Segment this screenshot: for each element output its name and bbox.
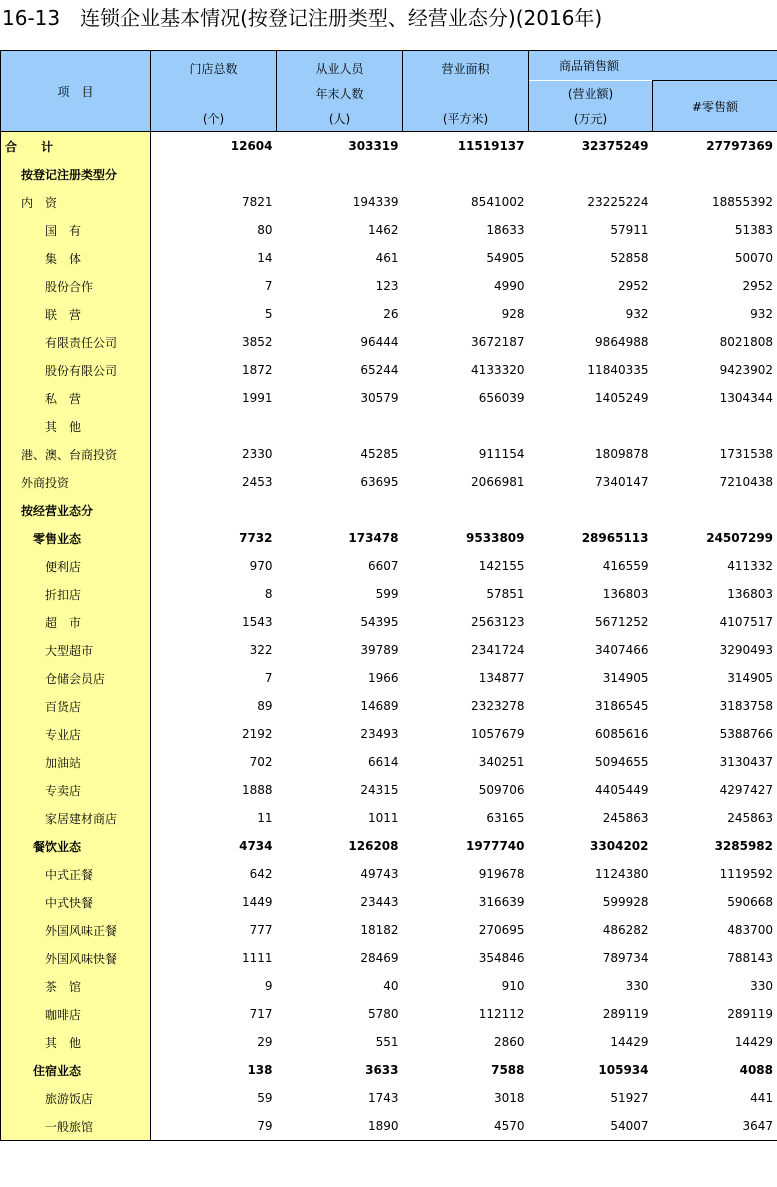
- row-value: [151, 496, 277, 524]
- row-value: 777: [249, 923, 273, 937]
- row-value: 928: [501, 307, 525, 321]
- row-value: 590668: [653, 888, 777, 916]
- row-value: 1011: [367, 811, 399, 825]
- row-value: 51383: [653, 216, 777, 244]
- row-value: 23493: [360, 727, 399, 741]
- table-row: [1, 720, 777, 748]
- row-label: 住宿业态: [1, 1056, 151, 1084]
- row-value: 51927: [610, 1091, 649, 1105]
- row-value: 7732: [239, 531, 273, 545]
- row-value: 142155: [478, 559, 525, 573]
- row-value: 340251: [478, 755, 525, 769]
- row-value: 3130437: [653, 748, 777, 776]
- row-value: [529, 412, 653, 440]
- row-label: 旅游饭店: [1, 1084, 151, 1112]
- row-value: 65244: [360, 363, 399, 377]
- row-label: 集 体: [1, 244, 151, 272]
- row-value: 7210438: [653, 468, 777, 496]
- row-value: 2952: [653, 272, 777, 300]
- table-row: [1, 692, 777, 720]
- row-value: 29: [257, 1035, 273, 1049]
- table-row: [1, 1056, 777, 1084]
- row-value: 4990: [493, 279, 525, 293]
- table-row: [1, 300, 777, 328]
- row-value: 932: [653, 300, 777, 328]
- row-value: 12604: [151, 132, 277, 161]
- row-value: 24507299: [653, 524, 777, 552]
- table-row: [1, 860, 777, 888]
- row-value: 1449: [241, 895, 273, 909]
- row-value: 6607: [367, 559, 399, 573]
- table-row: [1, 636, 777, 664]
- row-value: 2066981: [471, 475, 525, 489]
- table-row: [1, 916, 777, 944]
- row-value: 50070: [653, 244, 777, 272]
- row-value: 3183758: [653, 692, 777, 720]
- row-value: 322: [249, 643, 273, 657]
- row-label: 超 市: [1, 608, 151, 636]
- row-value: 54007: [529, 1112, 653, 1141]
- table-row: [1, 496, 777, 524]
- row-value: 18855392: [653, 188, 777, 216]
- header-sales-label: 商品销售额: [559, 59, 620, 73]
- row-value: 105934: [598, 1063, 649, 1077]
- row-value: 9864988: [595, 335, 649, 349]
- row-value: 1977740: [466, 839, 525, 853]
- table-row: [1, 832, 777, 860]
- row-value: 2323278: [471, 699, 525, 713]
- row-value: 4088: [653, 1056, 777, 1084]
- row-value: 441: [653, 1084, 777, 1112]
- row-value: 3672187: [471, 335, 525, 349]
- row-value: 1119592: [653, 860, 777, 888]
- row-label: 中式正餐: [1, 860, 151, 888]
- row-label: 国 有: [1, 216, 151, 244]
- row-value: 1743: [367, 1091, 399, 1105]
- row-value: 32375249: [529, 132, 653, 161]
- table-row: [1, 356, 777, 384]
- row-value: 3633: [365, 1063, 399, 1077]
- row-value: [529, 160, 653, 188]
- row-value: [151, 160, 277, 188]
- table-row: [1, 216, 777, 244]
- table-row: [1, 412, 777, 440]
- table-row: [1, 608, 777, 636]
- row-value: 8: [264, 587, 273, 601]
- header-area: [403, 51, 529, 132]
- header-sales-sub-label: (营业额): [567, 86, 614, 101]
- row-label: 其 他: [1, 412, 151, 440]
- row-value: [653, 412, 777, 440]
- row-value: 1731538: [653, 440, 777, 468]
- row-value: 3290493: [653, 636, 777, 664]
- header-area-unit: (平方米): [442, 112, 489, 126]
- row-value: 270695: [478, 923, 525, 937]
- row-value: 52858: [610, 251, 649, 265]
- row-value: 136803: [602, 587, 649, 601]
- row-value: 1543: [241, 615, 273, 629]
- row-value: 6614: [367, 755, 399, 769]
- row-value: 702: [249, 755, 273, 769]
- table-row: [1, 1084, 777, 1112]
- table-row: [1, 944, 777, 972]
- page-title: 16-13 连锁企业基本情况(按登记注册类型、经营业态分)(2016年): [2, 6, 603, 30]
- row-label: 外商投资: [1, 468, 151, 496]
- row-value: 314905: [653, 664, 777, 692]
- row-value: 3018: [493, 1091, 525, 1105]
- row-label: 仓储会员店: [1, 664, 151, 692]
- row-value: [653, 160, 777, 188]
- table-row: [1, 244, 777, 272]
- row-value: 9423902: [653, 356, 777, 384]
- row-value: 330: [625, 979, 649, 993]
- table-row: [1, 440, 777, 468]
- row-value: [151, 412, 277, 440]
- row-value: 18633: [486, 223, 525, 237]
- row-value: 126208: [348, 839, 399, 853]
- row-label: 私 营: [1, 384, 151, 412]
- row-label: 专业店: [1, 720, 151, 748]
- row-label: 零售业态: [1, 524, 151, 552]
- row-value: 483700: [653, 916, 777, 944]
- row-value: 9533809: [466, 531, 525, 545]
- row-value: 3407466: [595, 643, 649, 657]
- row-label: 港、澳、台商投资: [1, 440, 151, 468]
- row-value: 789734: [602, 951, 649, 965]
- row-value: 5671252: [595, 615, 649, 629]
- row-value: 509706: [478, 783, 525, 797]
- row-value: 57911: [610, 223, 649, 237]
- row-value: 1111: [241, 951, 273, 965]
- row-value: 23443: [360, 895, 399, 909]
- row-value: 24315: [360, 783, 399, 797]
- row-value: 11840335: [587, 363, 649, 377]
- header-stores: [151, 51, 277, 132]
- row-value: 7821: [241, 195, 273, 209]
- row-value: 11: [257, 811, 273, 825]
- row-value: 1124380: [595, 867, 649, 881]
- row-label: 家居建材商店: [1, 804, 151, 832]
- row-value: 1890: [277, 1112, 403, 1141]
- header-sales-sub: [529, 81, 653, 132]
- row-value: 599928: [602, 895, 649, 909]
- row-value: 14: [257, 251, 273, 265]
- row-label: 茶 馆: [1, 972, 151, 1000]
- table-row: [1, 1000, 777, 1028]
- table-row: [1, 776, 777, 804]
- row-value: [403, 412, 529, 440]
- header-staff: [277, 51, 403, 132]
- row-value: 4107517: [653, 608, 777, 636]
- row-value: 79: [151, 1112, 277, 1141]
- row-value: [277, 160, 403, 188]
- row-value: 1872: [241, 363, 273, 377]
- row-value: 3304202: [590, 839, 649, 853]
- row-value: 245863: [602, 811, 649, 825]
- table-row: [1, 132, 777, 161]
- row-label: 折扣店: [1, 580, 151, 608]
- row-label: 股份合作: [1, 272, 151, 300]
- header-stores-unit: (个): [202, 112, 225, 126]
- row-label: 联 营: [1, 300, 151, 328]
- row-label: 咖啡店: [1, 1000, 151, 1028]
- row-value: 303319: [277, 132, 403, 161]
- row-value: 1057679: [471, 727, 525, 741]
- row-value: 3852: [241, 335, 273, 349]
- row-value: 80: [257, 223, 273, 237]
- row-value: 2860: [493, 1035, 525, 1049]
- row-value: 5094655: [595, 755, 649, 769]
- table-row: [1, 552, 777, 580]
- row-value: 599: [375, 587, 399, 601]
- table-row: [1, 804, 777, 832]
- row-value: 1991: [241, 391, 273, 405]
- row-value: 49743: [360, 867, 399, 881]
- row-value: 3285982: [653, 832, 777, 860]
- row-value: 123: [375, 279, 399, 293]
- row-value: 316639: [478, 895, 525, 909]
- row-label: 有限责任公司: [1, 328, 151, 356]
- row-value: 4570: [403, 1112, 529, 1141]
- row-value: 245863: [653, 804, 777, 832]
- row-value: [529, 496, 653, 524]
- table-row: [1, 664, 777, 692]
- row-label: 中式快餐: [1, 888, 151, 916]
- row-value: 910: [501, 979, 525, 993]
- row-value: 4734: [239, 839, 273, 853]
- row-label: 大型超市: [1, 636, 151, 664]
- row-value: 656039: [478, 391, 525, 405]
- row-label: 其 他: [1, 1028, 151, 1056]
- row-value: 134877: [478, 671, 525, 685]
- table-row: [1, 888, 777, 916]
- row-value: 173478: [348, 531, 399, 545]
- row-value: 289119: [602, 1007, 649, 1021]
- row-label: 按登记注册类型分: [1, 160, 151, 188]
- row-value: 54905: [486, 251, 525, 265]
- row-value: [403, 496, 529, 524]
- row-value: [277, 496, 403, 524]
- row-value: 486282: [602, 923, 649, 937]
- row-value: 970: [249, 559, 273, 573]
- row-value: 14429: [653, 1028, 777, 1056]
- header-sales-unit: (万元): [573, 111, 608, 126]
- row-value: 642: [249, 867, 273, 881]
- row-value: 289119: [653, 1000, 777, 1028]
- row-value: 3647: [653, 1112, 777, 1141]
- row-value: 7588: [491, 1063, 525, 1077]
- table-row: [1, 580, 777, 608]
- header-retail: [653, 81, 777, 132]
- row-value: 8541002: [471, 195, 525, 209]
- table-row: [1, 972, 777, 1000]
- row-value: 27797369: [653, 132, 777, 161]
- header-retail-label: #零售额: [691, 99, 739, 114]
- row-value: 4405449: [595, 783, 649, 797]
- data-table: [0, 50, 777, 1141]
- row-value: 4133320: [471, 363, 525, 377]
- table-row: [1, 524, 777, 552]
- row-value: 932: [625, 307, 649, 321]
- row-label: 外国风味正餐: [1, 916, 151, 944]
- row-value: 717: [249, 1007, 273, 1021]
- row-value: 354846: [478, 951, 525, 965]
- row-value: 7340147: [595, 475, 649, 489]
- row-label: 合 计: [1, 132, 151, 161]
- table-row: [1, 188, 777, 216]
- table-row: [1, 328, 777, 356]
- header-staff-unit: (人): [328, 112, 351, 126]
- row-value: 314905: [602, 671, 649, 685]
- row-value: 7: [264, 279, 273, 293]
- row-value: 6085616: [595, 727, 649, 741]
- row-label: 专卖店: [1, 776, 151, 804]
- header-item: [1, 51, 151, 132]
- row-value: 138: [247, 1063, 273, 1077]
- row-value: 1304344: [653, 384, 777, 412]
- row-value: 28469: [360, 951, 399, 965]
- row-value: 1405249: [595, 391, 649, 405]
- row-value: 96444: [360, 335, 399, 349]
- row-label: 餐饮业态: [1, 832, 151, 860]
- row-label: 便利店: [1, 552, 151, 580]
- row-value: 2563123: [471, 615, 525, 629]
- row-value: [403, 160, 529, 188]
- row-value: 2192: [241, 727, 273, 741]
- row-value: 919678: [478, 867, 525, 881]
- row-value: 1966: [367, 671, 399, 685]
- row-value: 461: [375, 251, 399, 265]
- row-value: 2453: [241, 475, 273, 489]
- row-value: 8021808: [653, 328, 777, 356]
- row-label: 一般旅馆: [1, 1112, 151, 1141]
- row-value: 411332: [653, 552, 777, 580]
- row-value: 2330: [241, 447, 273, 461]
- row-value: 330: [653, 972, 777, 1000]
- row-value: 1462: [367, 223, 399, 237]
- row-value: 45285: [360, 447, 399, 461]
- row-label: 按经营业态分: [1, 496, 151, 524]
- header-area-label: 营业面积: [441, 62, 490, 76]
- row-value: 551: [375, 1035, 399, 1049]
- table-row: [1, 1028, 777, 1056]
- header-stores-label: 门店总数: [189, 62, 238, 76]
- row-value: 89: [257, 699, 273, 713]
- row-value: 136803: [653, 580, 777, 608]
- row-value: 23225224: [587, 195, 649, 209]
- row-value: 5388766: [653, 720, 777, 748]
- table-row: [1, 468, 777, 496]
- row-value: 416559: [602, 559, 649, 573]
- row-value: 2341724: [471, 643, 525, 657]
- row-label: 内 资: [1, 188, 151, 216]
- row-value: 3186545: [595, 699, 649, 713]
- row-value: 28965113: [581, 531, 649, 545]
- table-row: [1, 384, 777, 412]
- row-value: 4297427: [653, 776, 777, 804]
- row-value: 112112: [478, 1007, 525, 1021]
- row-value: 9: [264, 979, 273, 993]
- row-value: 26: [383, 307, 399, 321]
- row-value: 5780: [367, 1007, 399, 1021]
- table-row: [1, 272, 777, 300]
- row-value: 11519137: [403, 132, 529, 161]
- row-value: 14429: [610, 1035, 649, 1049]
- header-sales: [529, 51, 777, 81]
- row-value: 18182: [360, 923, 399, 937]
- row-label: 股份有限公司: [1, 356, 151, 384]
- row-label: 百货店: [1, 692, 151, 720]
- table-row: [1, 748, 777, 776]
- row-value: 194339: [352, 195, 399, 209]
- row-value: 2952: [617, 279, 649, 293]
- row-value: 57851: [486, 587, 525, 601]
- row-value: [653, 496, 777, 524]
- header-item-label: 项 目: [57, 85, 94, 99]
- row-value: [277, 412, 403, 440]
- row-value: 7: [264, 671, 273, 685]
- header-staff-label: 从业人员: [315, 62, 364, 76]
- row-value: 59: [257, 1091, 273, 1105]
- row-label: 外国风味快餐: [1, 944, 151, 972]
- row-value: 54395: [360, 615, 399, 629]
- row-value: 1809878: [595, 447, 649, 461]
- row-value: 911154: [478, 447, 525, 461]
- row-value: 1888: [241, 783, 273, 797]
- row-value: 14689: [360, 699, 399, 713]
- table-row: [1, 1112, 777, 1141]
- header-staff-label-2: 年末人数: [315, 87, 364, 101]
- row-value: 63165: [486, 811, 525, 825]
- row-value: 5: [264, 307, 273, 321]
- row-value: 30579: [360, 391, 399, 405]
- row-value: 39789: [360, 643, 399, 657]
- row-value: 63695: [360, 475, 399, 489]
- row-value: 40: [383, 979, 399, 993]
- row-value: 788143: [653, 944, 777, 972]
- row-label: 加油站: [1, 748, 151, 776]
- table-row: [1, 160, 777, 188]
